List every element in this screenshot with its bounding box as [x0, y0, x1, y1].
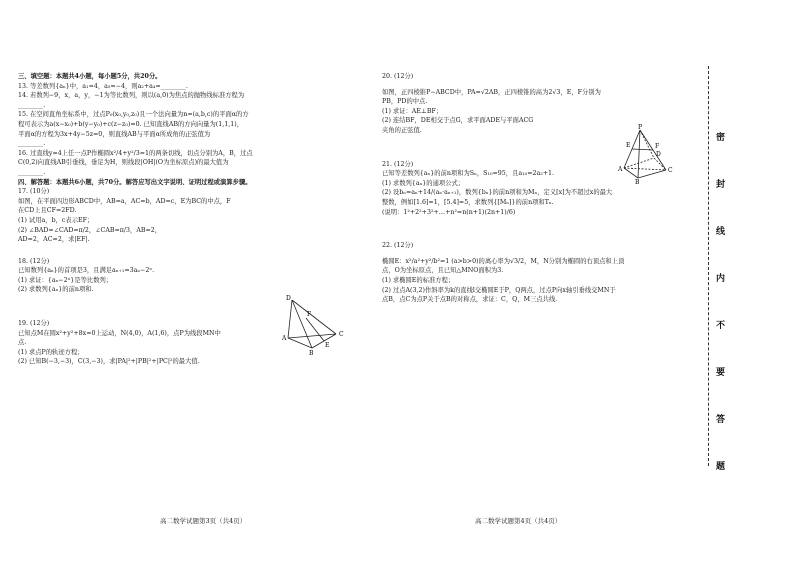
left-page-line: [18, 245, 358, 257]
right-page-line: 22. (12分): [382, 242, 414, 250]
label-a2: A: [618, 166, 623, 173]
right-page-line: 点，O为坐标原点，且已知△MNO面积为3.: [382, 267, 504, 275]
left-page-line: C(0,2)向直线AB引垂线，垂足为H，则线段|OH|(O为坐标原点)的最大值为: [18, 159, 229, 167]
left-page-line: 程可表示为a(x−x₀)+b(y−y₀)+c(z−z₀)=0. 已知直线AB的方向向量为(1,1,1)，: [18, 120, 244, 128]
right-page-line: 点B，点C为点P关于点B的对称点，求证：C，Q，M三点共线.: [382, 296, 558, 304]
left-page-line: 已知数列{aₙ}的首项是3，且满足aₙ₊₁=3aₙ−2ⁿ.: [18, 267, 155, 275]
left-page-line: (1) 试用a，b，c表示EF；: [18, 216, 94, 224]
seal-char: 不: [716, 321, 726, 331]
left-page-line: 19. (12分): [18, 320, 50, 328]
label-f: F: [307, 311, 312, 318]
seal-char: 密: [716, 133, 726, 143]
label-a: A: [282, 335, 287, 342]
left-page-line: ________.: [18, 101, 46, 109]
left-page-line: 15. 在空间直角坐标系中，过点P₀(x₀,y₀,z₀)且一个法向量为n=(a,b,c)的平面α的方: [18, 111, 249, 119]
seal-line-text: [716, 130, 728, 472]
right-page-line: (说明：1²+2²+3²+…+n²=n(n+1)(2n+1)/6): [382, 208, 516, 216]
label-e2: E: [626, 142, 631, 149]
right-page-line: PB，PD的中点.: [382, 98, 428, 106]
right-page-line: 整数，例如[1.6]=1，[5.4]=5，求数列{[Mₙ]}的前n项和Tₙ.: [382, 198, 554, 206]
right-page-line: [382, 217, 700, 229]
left-page-line: (2) 已知B(−3,−3)，C(3,−3)，求|PA|²+|PB|²+|PC|²的最大值.: [18, 358, 200, 366]
left-page-line: 在CD上且CF=2FD.: [18, 207, 77, 215]
left-page-line: 如图，在平面四边形ABCD中，AB=a，AC=b，AD=c，E为BC的中点，F: [18, 197, 231, 205]
right-page-line: 椭圆E：x²/a²+y²/b²=1 (a>b>0)的离心率为√3/2，M，N分别为椭圆的右顶点和上顶: [382, 257, 625, 265]
seal-char: 内: [716, 274, 726, 284]
pyramid-figure: [618, 124, 674, 184]
left-page-line: 已知点M在圆x²+y²+8x=0上运动，N(4,0)，A(1,6)，点P为线段MN中: [18, 329, 221, 337]
left-page-line: 17. (10分): [18, 188, 50, 196]
seal-char: 题: [716, 462, 726, 472]
left-page-line: AD=2，AC=2，求|EF|.: [18, 236, 90, 244]
seal-char: 要: [716, 368, 726, 378]
right-page-line: (2) 过点A(3,2)作斜率为k的直线l交椭圆E于P，Q两点，过点P向x轴引垂线交MN于: [382, 286, 616, 294]
right-page-line: [382, 229, 700, 241]
left-page-line: (1) 求证：{aₙ−2ⁿ}是等比数列；: [18, 276, 113, 284]
label-c2: C: [668, 167, 673, 174]
seal-line: [708, 66, 709, 466]
right-page-line: 如图，正四棱锥P−ABCD中，PA=√2AB，正四棱锥的高为2√3，E，F分别为: [382, 88, 601, 96]
right-page-line: (1) 求数列{aₙ}的通项公式；: [382, 179, 465, 187]
left-page-line: ________.: [18, 140, 46, 148]
label-b: B: [309, 350, 314, 356]
left-page-line: 14. 若数列−9，x，a，y，−1为等比数列，则以(a,0)为焦点的抛物线标准方程为: [18, 92, 245, 100]
right-page-line: (1) 求证：AE⊥BF；: [382, 107, 443, 115]
left-page-line: 平面α的方程为3x+4y−5z=0，则直线AB与平面α所成角的正弦值为: [18, 130, 211, 138]
label-c: C: [339, 331, 344, 338]
seal-char: 答: [716, 415, 726, 425]
left-page-line: 16. 过直线y=4上任一点P作椭圆x²/4+y²/3=1的两条切线，切点分别为A，B，过点: [18, 149, 253, 157]
right-page-line: 20. (12分): [382, 73, 414, 80]
label-p: P: [638, 124, 643, 131]
quadrilateral-figure: [282, 294, 352, 356]
left-page-line: 18. (12分): [18, 257, 50, 265]
seal-char: 线: [716, 227, 726, 237]
right-page-line: (2) 设bₙ=aₙ+14/(aₙ·aₙ₊₁)，数列{bₙ}的前n项和为Mₙ，定义[x]为不超过x的最大: [382, 189, 613, 197]
label-f2: F: [655, 143, 660, 150]
footer-right: 高二数学试题第4页（共4页）: [475, 517, 562, 525]
left-page-line: (2) ∠BAD=∠CAD=π/2，∠CAB=π/3，AB=2，: [18, 226, 162, 234]
left-page-line: ________.: [18, 168, 46, 176]
left-page-line: 13. 等差数列{aₙ}中，a₁=4，a₅=−4，则a₂+a₄=________.: [18, 82, 188, 90]
right-page-line: (1) 求椭圆E的标准方程；: [382, 276, 455, 284]
right-page-line: 已知等差数列{aₙ}的前n项和为Sₙ，S₁₀=95，且a₁₀=2a₃+1.: [382, 170, 555, 178]
left-page-line: 四、解答题：本题共6小题，共70分。解答应写出文字说明、证明过程或演算步骤。: [18, 178, 252, 186]
left-page-line: 三、填空题：本题共4小题，每小题5分，共20分。: [18, 73, 162, 80]
right-page-line: (2) 连结BF，DE相交于点G，求平面ADE与平面ACG: [382, 117, 534, 125]
footer-left: 高二数学试题第3页（共4页）: [160, 517, 247, 525]
label-d: D: [286, 295, 291, 302]
label-b2: B: [635, 179, 640, 184]
left-page-line: (2) 求数列{aₙ}的前n项和.: [18, 286, 94, 294]
right-page-line: 夹角的正弦值.: [382, 126, 422, 134]
label-e: E: [325, 342, 330, 349]
seal-char: 封: [716, 180, 726, 190]
label-d2: D: [656, 151, 661, 158]
left-page-line: 点.: [18, 339, 27, 347]
left-page-line: (1) 求点P的轨迹方程；: [18, 348, 84, 356]
right-page-line: 21. (12分): [382, 160, 414, 168]
right-page-column: [382, 72, 700, 305]
